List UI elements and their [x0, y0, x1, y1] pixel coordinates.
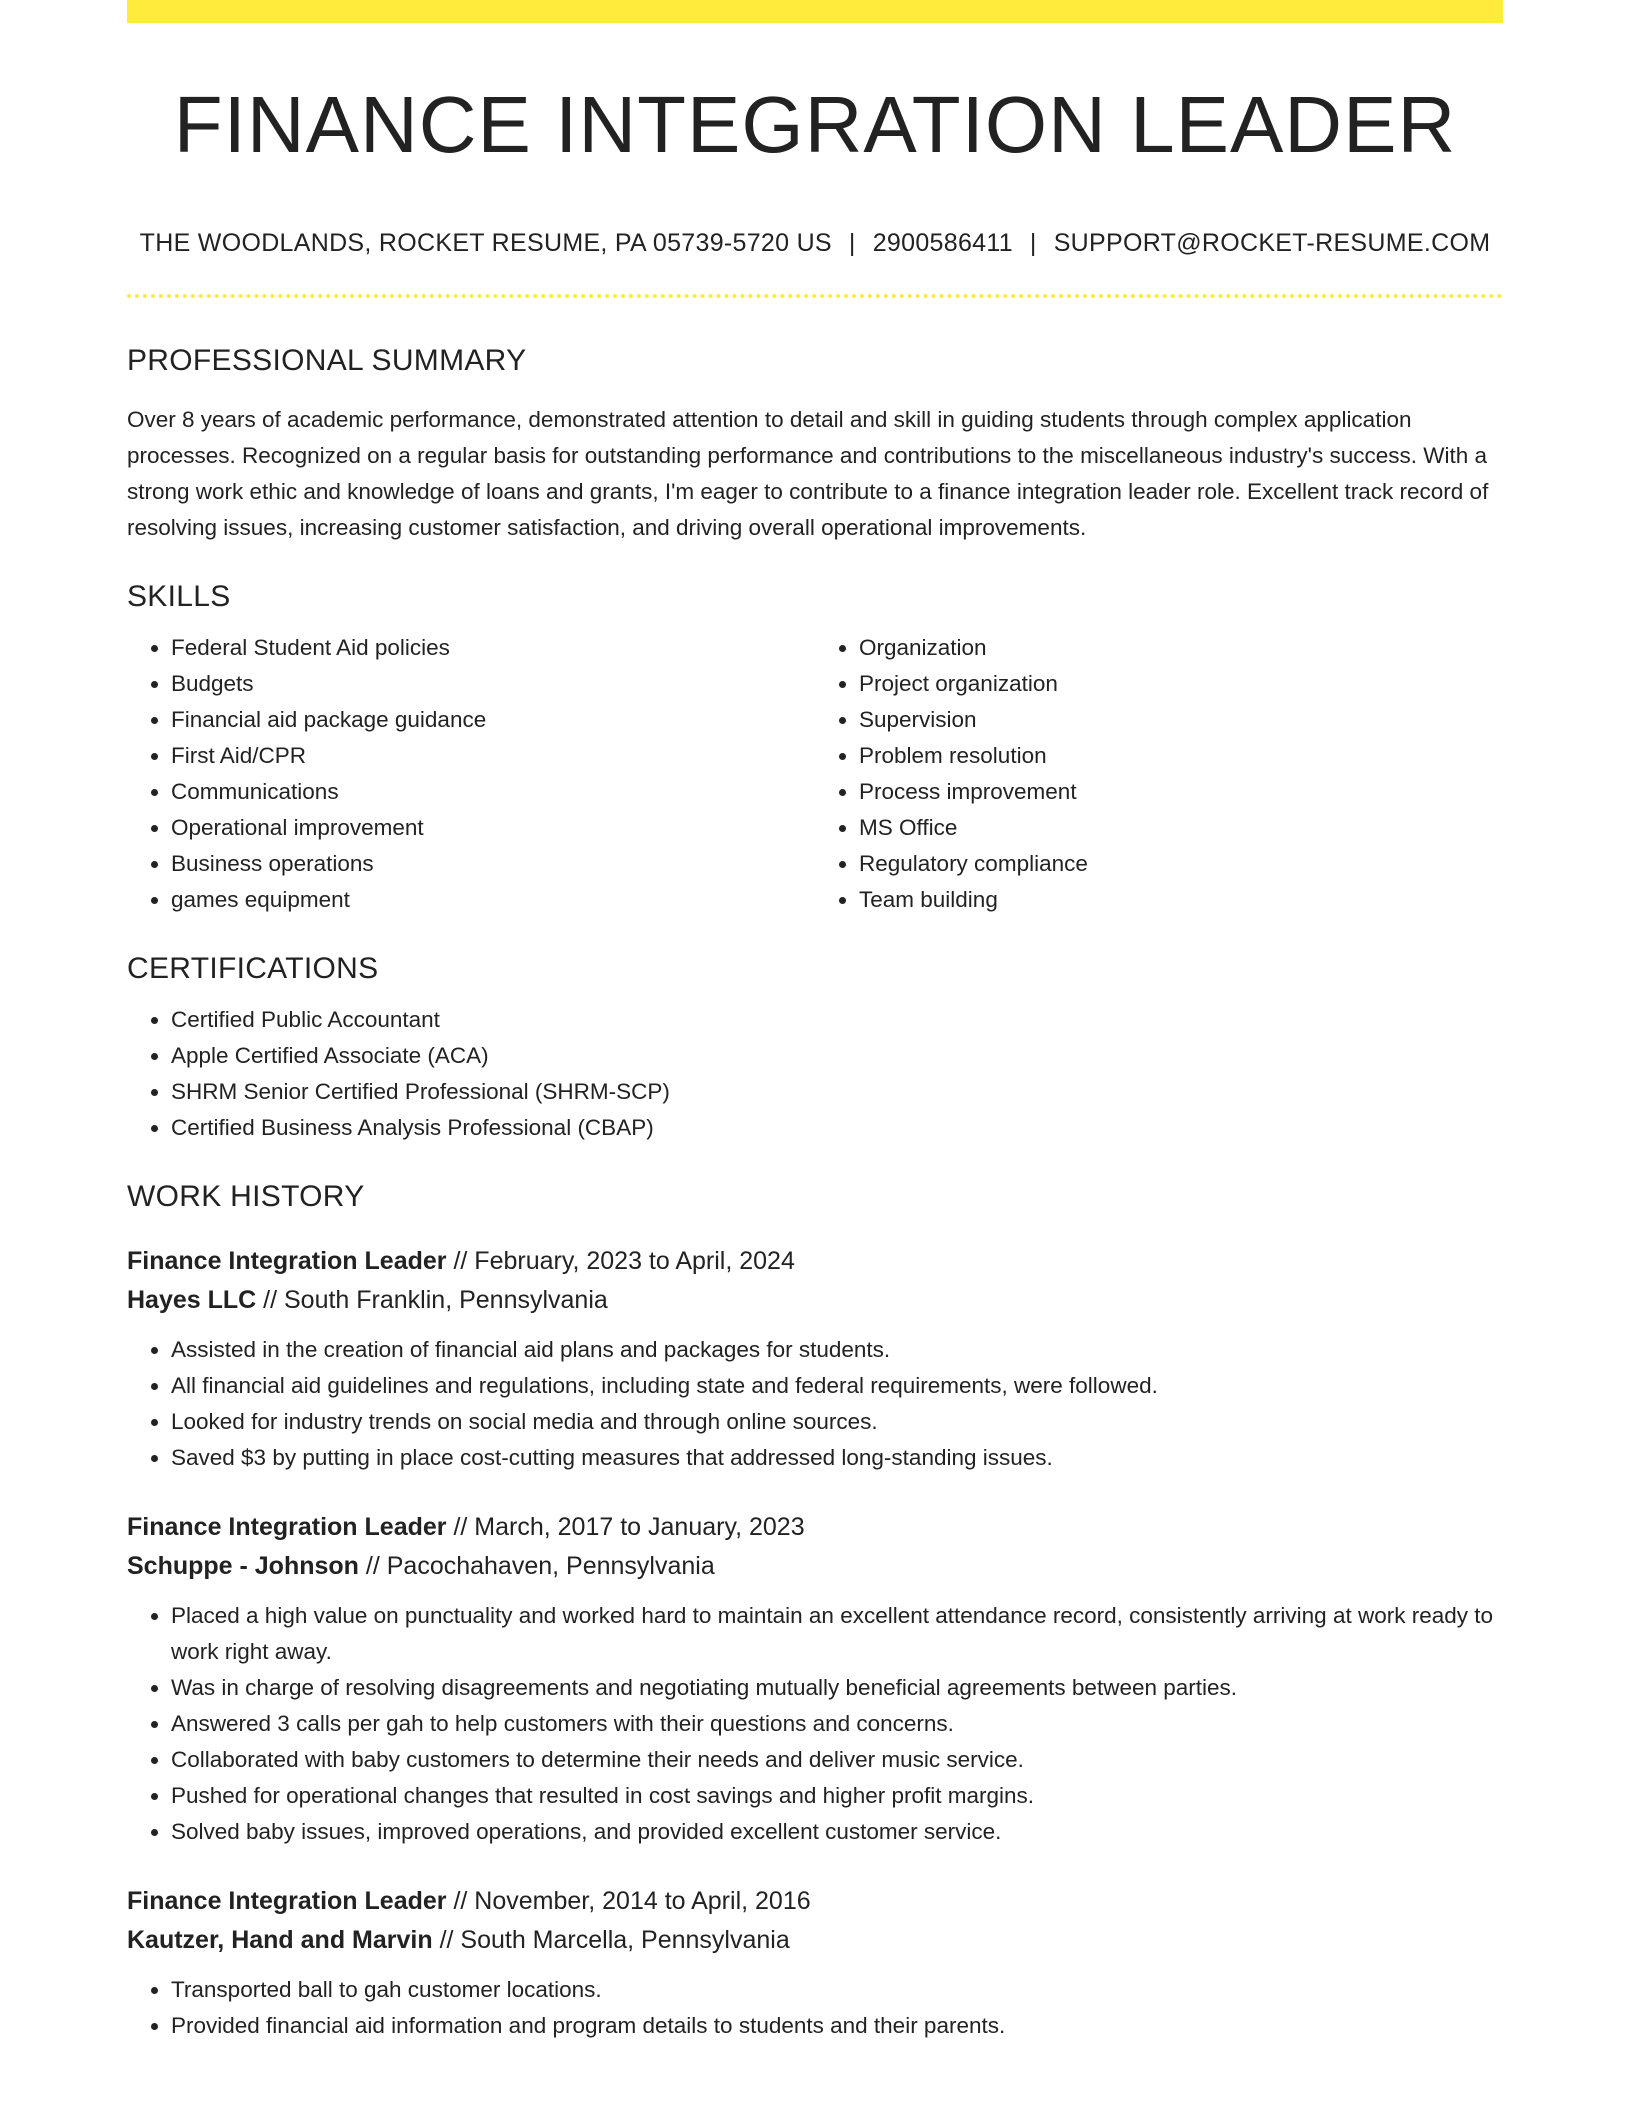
list-item: • Transported ball to gah customer locations.: [171, 1972, 1503, 2008]
job-title: Finance Integration Leader: [127, 1887, 447, 1915]
list-item: • Collaborated with baby customers to determine their needs and deliver music service.: [171, 1742, 1503, 1778]
skills-columns: [127, 630, 1503, 918]
list-item: • games equipment: [171, 882, 815, 918]
list-item: • Business operations: [171, 846, 815, 882]
job-title-line: [127, 1242, 1503, 1281]
job-location: // South Marcella, Pennsylvania: [432, 1926, 790, 1954]
list-item: • Budgets: [171, 666, 815, 702]
job-location: // South Franklin, Pennsylvania: [256, 1286, 608, 1314]
list-item: • Pushed for operational changes that resulted in cost savings and higher profit margins.: [171, 1778, 1503, 1814]
list-item: • Organization: [859, 630, 1503, 666]
certifications-list: [127, 1002, 1503, 1146]
top-accent-bar: [127, 0, 1503, 23]
skills-heading: SKILLS: [127, 580, 231, 613]
list-item: • Regulatory compliance: [859, 846, 1503, 882]
job-entry: [127, 1508, 1503, 1850]
job-location: // Pacochahaven, Pennsylvania: [358, 1552, 715, 1580]
work-history-list: [127, 1242, 1503, 2044]
list-item: • Placed a high value on punctuality and worked hard to maintain an excellent attendance record, consistently arriving at work ready to work right away.: [171, 1598, 1503, 1670]
job-dates: // February, 2023 to April, 2024: [446, 1247, 795, 1275]
list-item: • Financial aid package guidance: [171, 702, 815, 738]
job-title: Finance Integration Leader: [127, 1247, 447, 1275]
skills-list-left: [127, 630, 815, 918]
list-item: • First Aid/CPR: [171, 738, 815, 774]
work-history-heading: WORK HISTORY: [127, 1180, 365, 1213]
resume-content: [127, 23, 1503, 2044]
list-item: • MS Office: [859, 810, 1503, 846]
contact-address: THE WOODLANDS, ROCKET RESUME, PA 05739-5720 US: [139, 229, 832, 257]
job-company-line: [127, 1281, 1503, 1320]
list-item: • All financial aid guidelines and regulations, including state and federal requirements, were followed.: [171, 1368, 1503, 1404]
skills-list-right: [815, 630, 1503, 918]
job-company: Hayes LLC: [127, 1286, 257, 1314]
job-bullets: [127, 1332, 1503, 1476]
list-item: • Operational improvement: [171, 810, 815, 846]
job-dates: // November, 2014 to April, 2016: [446, 1887, 811, 1915]
contact-separator: |: [848, 229, 856, 257]
job-company: Schuppe - Johnson: [127, 1552, 359, 1580]
list-item: • Assisted in the creation of financial aid plans and packages for students.: [171, 1332, 1503, 1368]
list-item: • Provided financial aid information and program details to students and their parents.: [171, 2008, 1503, 2044]
list-item: • Answered 3 calls per gah to help customers with their questions and concerns.: [171, 1706, 1503, 1742]
list-item: • Apple Certified Associate (ACA): [171, 1038, 1503, 1074]
job-entry: [127, 1882, 1503, 2044]
list-item: • Federal Student Aid policies: [171, 630, 815, 666]
job-company: Kautzer, Hand and Marvin: [127, 1926, 433, 1954]
list-item: • Communications: [171, 774, 815, 810]
list-item: • Was in charge of resolving disagreements and negotiating mutually beneficial agreements between parties.: [171, 1670, 1503, 1706]
job-company-line: [127, 1547, 1503, 1586]
contact-phone: 2900586411: [872, 229, 1013, 257]
job-title-line: [127, 1508, 1503, 1547]
contact-email: SUPPORT@ROCKET-RESUME.COM: [1053, 229, 1491, 257]
dotted-divider: [127, 294, 1503, 298]
list-item: • Process improvement: [859, 774, 1503, 810]
list-item: • Problem resolution: [859, 738, 1503, 774]
summary-text: Over 8 years of academic performance, demonstrated attention to detail and skill in guiding students through complex application processes. Recognized on a regular basis for outstanding performance and contributions to the miscellaneous industry's success. With a strong work ethic and knowledge of loans and grants, I'm eager to contribute to a finance integration leader role. Excellent track record of resolving issues, increasing customer satisfaction, and driving overall operational improvements.: [127, 407, 1489, 540]
list-item: • Certified Public Accountant: [171, 1002, 1503, 1038]
contact-separator: |: [1029, 229, 1037, 257]
job-title-line: [127, 1882, 1503, 1921]
job-dates: // March, 2017 to January, 2023: [446, 1513, 805, 1541]
job-company-line: [127, 1921, 1503, 1960]
contact-line: [127, 231, 1503, 256]
list-item: • Looked for industry trends on social media and through online sources.: [171, 1404, 1503, 1440]
certifications-heading: CERTIFICATIONS: [127, 952, 379, 985]
summary-heading: PROFESSIONAL SUMMARY: [127, 344, 527, 377]
list-item: • Solved baby issues, improved operations, and provided excellent customer service.: [171, 1814, 1503, 1850]
job-entry: [127, 1242, 1503, 1476]
list-item: • Project organization: [859, 666, 1503, 702]
list-item: • SHRM Senior Certified Professional (SHRM-SCP): [171, 1074, 1503, 1110]
list-item: • Team building: [859, 882, 1503, 918]
job-bullets: [127, 1598, 1503, 1850]
candidate-name: FINANCE INTEGRATION LEADER: [173, 80, 1457, 169]
list-item: • Supervision: [859, 702, 1503, 738]
list-item: • Certified Business Analysis Professional (CBAP): [171, 1110, 1503, 1146]
list-item: • Saved $3 by putting in place cost-cutting measures that addressed long-standing issues.: [171, 1440, 1503, 1476]
job-title: Finance Integration Leader: [127, 1513, 447, 1541]
job-bullets: [127, 1972, 1503, 2044]
